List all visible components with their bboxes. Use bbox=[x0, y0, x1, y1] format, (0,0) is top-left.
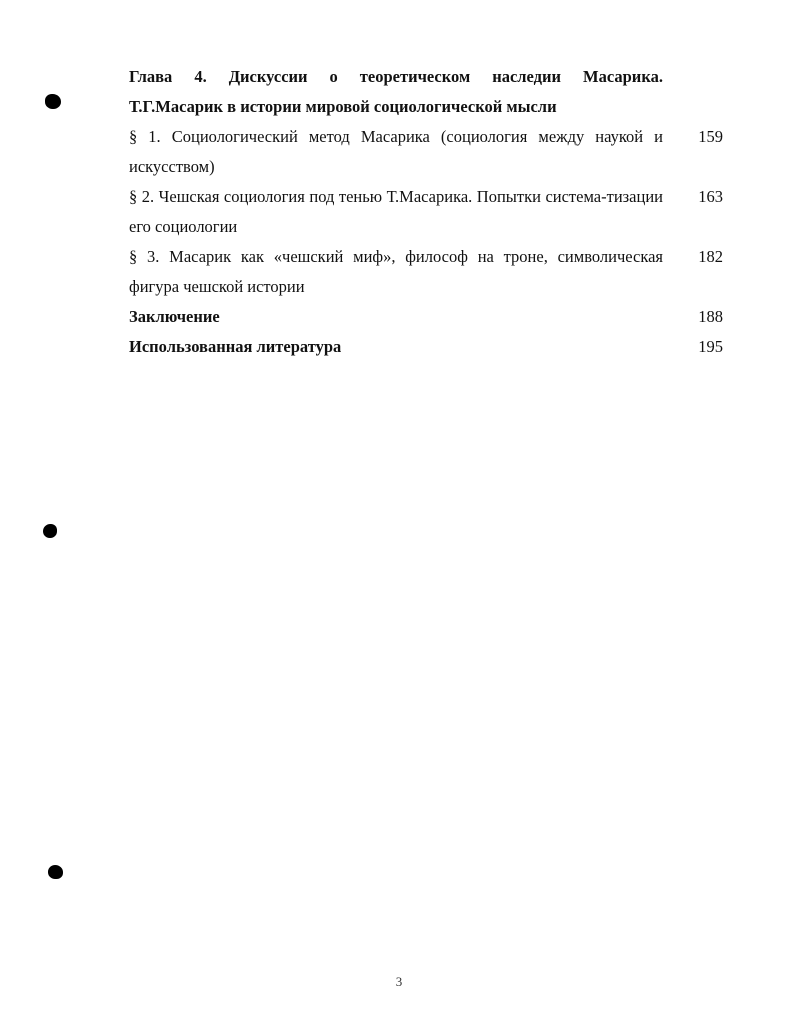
toc-entry-page: 159 bbox=[698, 127, 723, 146]
ink-blot-mark bbox=[45, 94, 61, 109]
chapter-heading-word: теоретическом bbox=[359, 67, 471, 86]
toc-entry-literature bbox=[129, 332, 723, 362]
chapter-heading-line-2: Т.Г.Масарик в истории мировой социологической мысли bbox=[129, 97, 557, 116]
chapter-heading-word: Дискуссии bbox=[228, 67, 308, 86]
toc-entry-title: Заключение bbox=[129, 307, 220, 326]
ink-blot-mark bbox=[43, 524, 57, 538]
toc-entry-section-2 bbox=[129, 182, 723, 242]
toc-entry-title: § 3. Масарик как «чешский миф», философ на троне, символическая фигура чешской истории bbox=[129, 247, 663, 296]
toc-entry-page: 195 bbox=[698, 337, 723, 356]
toc-entry-title: § 2. Чешская социология под тенью Т.Масарика. Попытки система-тизации его социологии bbox=[129, 187, 663, 236]
chapter-heading-word: Масарика. bbox=[583, 67, 663, 86]
toc-entry-page: 188 bbox=[698, 307, 723, 326]
toc-entry-title: § 1. Социологический метод Масарика (социология между наукой и искусством) bbox=[129, 127, 663, 176]
toc-entry-conclusion bbox=[129, 302, 723, 332]
chapter-heading-word: Глава bbox=[129, 67, 173, 86]
chapter-heading-line-1 bbox=[129, 62, 663, 92]
page-number: 3 bbox=[395, 974, 403, 989]
chapter-heading bbox=[129, 62, 723, 122]
chapter-heading-word: о bbox=[329, 67, 338, 86]
toc-entry-title: Использованная литература bbox=[129, 337, 342, 356]
chapter-heading-word: наследии bbox=[492, 67, 562, 86]
chapter-heading-word: 4. bbox=[194, 67, 207, 86]
toc-entry-section-1 bbox=[129, 122, 723, 182]
table-of-contents bbox=[129, 62, 723, 362]
ink-blot-mark bbox=[48, 865, 63, 879]
toc-entry-page: 182 bbox=[698, 247, 723, 266]
toc-entry-page: 163 bbox=[698, 187, 723, 206]
toc-entry-section-3 bbox=[129, 242, 723, 302]
